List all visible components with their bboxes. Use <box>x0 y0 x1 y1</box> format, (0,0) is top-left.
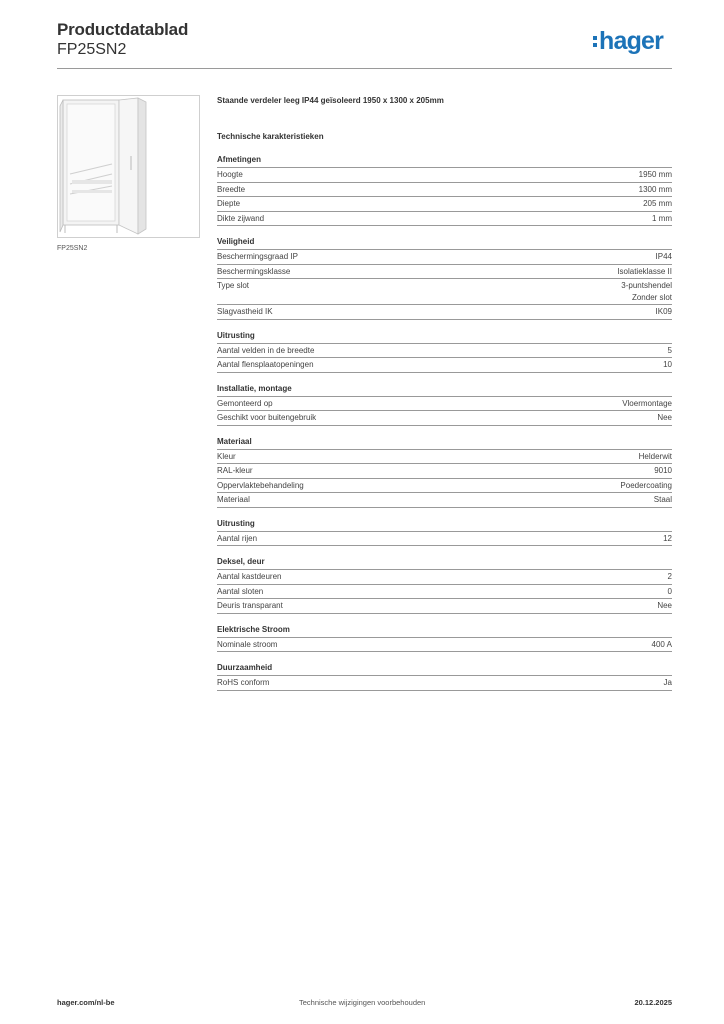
spec-label: Hoogte <box>217 170 243 179</box>
spec-value-line: Zonder slot <box>631 292 672 302</box>
section-title: Duurzaamheid <box>217 662 672 676</box>
spec-row <box>217 411 672 426</box>
spec-row <box>217 183 672 198</box>
spec-sections <box>217 154 672 691</box>
hager-logo <box>593 26 663 56</box>
spec-value <box>639 184 672 196</box>
spec-value <box>617 266 672 278</box>
image-caption: FP25SN2 <box>57 245 88 252</box>
spec-value <box>654 465 672 477</box>
spec-row <box>217 279 672 305</box>
spec-label: Kleur <box>217 451 236 461</box>
spec-section <box>217 518 672 547</box>
section-title: Installatie, montage <box>217 383 672 397</box>
spec-value <box>668 586 672 598</box>
spec-label: Deuris transparant <box>217 601 283 610</box>
spec-value-line: 5 <box>667 345 672 355</box>
logo-text: hager <box>599 27 664 55</box>
spec-label: Geschikt voor buitengebruik <box>217 413 317 422</box>
spec-row <box>217 450 672 465</box>
cabinet-illustration <box>58 96 199 237</box>
spec-label: Aantal flensplaatopeningen <box>217 360 314 369</box>
spec-row <box>217 585 672 600</box>
spec-label: Aantal rijen <box>217 533 258 543</box>
spec-value <box>652 213 672 225</box>
section-title: Uitrusting <box>217 330 672 344</box>
spec-label: Gemonteerd op <box>217 398 273 408</box>
spec-label: Type slot <box>217 281 250 290</box>
spec-section <box>217 236 672 320</box>
spec-label: Beschermingsklasse <box>217 266 291 276</box>
spec-label: Diepte <box>217 199 241 208</box>
spec-value <box>639 451 672 463</box>
spec-value-line: Poedercoating <box>620 480 672 490</box>
spec-value-line: Isolatieklasse II <box>617 266 672 276</box>
spec-row <box>217 250 672 265</box>
spec-row <box>217 265 672 280</box>
spec-row <box>217 638 672 653</box>
spec-value <box>620 480 672 492</box>
section-title: Materiaal <box>217 436 672 450</box>
spec-row <box>217 599 672 614</box>
product-description: Staande verdeler leeg IP44 geïsoleerd 1950 x 1300 x 205mm <box>217 96 444 105</box>
spec-label: Aantal sloten <box>217 586 264 596</box>
spec-row <box>217 305 672 320</box>
spec-value-line: 2 <box>667 572 672 581</box>
spec-section <box>217 154 672 226</box>
spec-row <box>217 570 672 585</box>
spec-row <box>217 676 672 691</box>
spec-value <box>668 345 672 357</box>
spec-value-line: IK09 <box>655 307 672 316</box>
spec-value-line: IP44 <box>655 252 672 261</box>
spec-label: Nominale stroom <box>217 639 278 649</box>
spec-label: Beschermingsgraad IP <box>217 252 298 261</box>
spec-value <box>657 412 672 424</box>
spec-value <box>654 494 672 506</box>
spec-label: Materiaal <box>217 495 250 504</box>
spec-label: RAL-kleur <box>217 466 253 475</box>
spec-row <box>217 493 672 508</box>
spec-value <box>656 251 672 263</box>
spec-value-line: 205 mm <box>643 199 672 208</box>
spec-value <box>664 677 672 689</box>
product-code: FP25SN2 <box>57 41 127 58</box>
spec-row <box>217 212 672 227</box>
section-title: Deksel, deur <box>217 556 672 570</box>
logo-colon-icon <box>593 33 597 50</box>
spec-value <box>657 600 672 612</box>
spec-section <box>217 383 672 426</box>
spec-row <box>217 358 672 373</box>
spec-value-line: Nee <box>657 601 672 610</box>
spec-section <box>217 624 672 653</box>
spec-label: Aantal kastdeuren <box>217 572 282 581</box>
section-title: Elektrische Stroom <box>217 624 672 638</box>
document-header <box>57 20 188 60</box>
footer-notice: Technische wijzigingen voorbehouden <box>299 998 426 1007</box>
spec-value <box>663 533 672 545</box>
spec-row <box>217 397 672 412</box>
spec-label: Breedte <box>217 184 246 194</box>
spec-value <box>622 398 672 410</box>
spec-value <box>643 198 672 210</box>
spec-value-line: 1 mm <box>652 213 672 223</box>
spec-value-line: 1950 mm <box>638 170 672 179</box>
spec-row <box>217 464 672 479</box>
product-specs <box>217 95 672 691</box>
spec-row <box>217 532 672 547</box>
section-title: Afmetingen <box>217 154 672 168</box>
spec-label: Aantal velden in de breedte <box>217 345 315 355</box>
spec-value-line: Ja <box>663 678 672 687</box>
spec-section <box>217 436 672 508</box>
spec-row <box>217 197 672 212</box>
spec-value <box>663 359 672 371</box>
spec-label: Oppervlaktebehandeling <box>217 480 304 490</box>
spec-value <box>668 571 672 583</box>
spec-section <box>217 556 672 614</box>
spec-value-line: 1300 mm <box>638 184 672 194</box>
spec-value-line: 3-puntshendel <box>621 281 672 290</box>
spec-value-line: 0 <box>667 586 672 596</box>
spec-value <box>652 639 672 651</box>
header-divider <box>57 68 672 69</box>
spec-section <box>217 662 672 691</box>
spec-row <box>217 479 672 494</box>
spec-value <box>621 280 672 303</box>
document-title: Productdatablad <box>57 20 189 39</box>
section-title: Uitrusting <box>217 518 672 532</box>
technical-heading: Technische karakteristieken <box>217 132 324 141</box>
spec-value-line: 12 <box>663 533 672 543</box>
spec-value <box>656 306 672 318</box>
spec-value-line: Helderwit <box>638 451 672 461</box>
spec-value-line: Vloermontage <box>622 398 672 408</box>
product-image <box>57 95 200 238</box>
spec-label: Slagvastheid IK <box>217 307 273 316</box>
spec-row <box>217 344 672 359</box>
spec-value-line: 9010 <box>654 466 672 475</box>
spec-value-line: Nee <box>657 413 672 422</box>
spec-section <box>217 330 672 373</box>
spec-value-line: Staal <box>653 495 672 504</box>
footer-website[interactable]: hager.com/nl-be <box>57 998 115 1007</box>
spec-value-line: 400 A <box>651 639 672 649</box>
footer-date: 20.12.2025 <box>634 998 672 1007</box>
spec-value-line: 10 <box>663 360 672 369</box>
spec-row <box>217 168 672 183</box>
section-title: Veiligheid <box>217 236 672 250</box>
spec-value <box>639 169 672 181</box>
spec-label: RoHS conform <box>217 678 270 687</box>
spec-label: Dikte zijwand <box>217 213 265 223</box>
